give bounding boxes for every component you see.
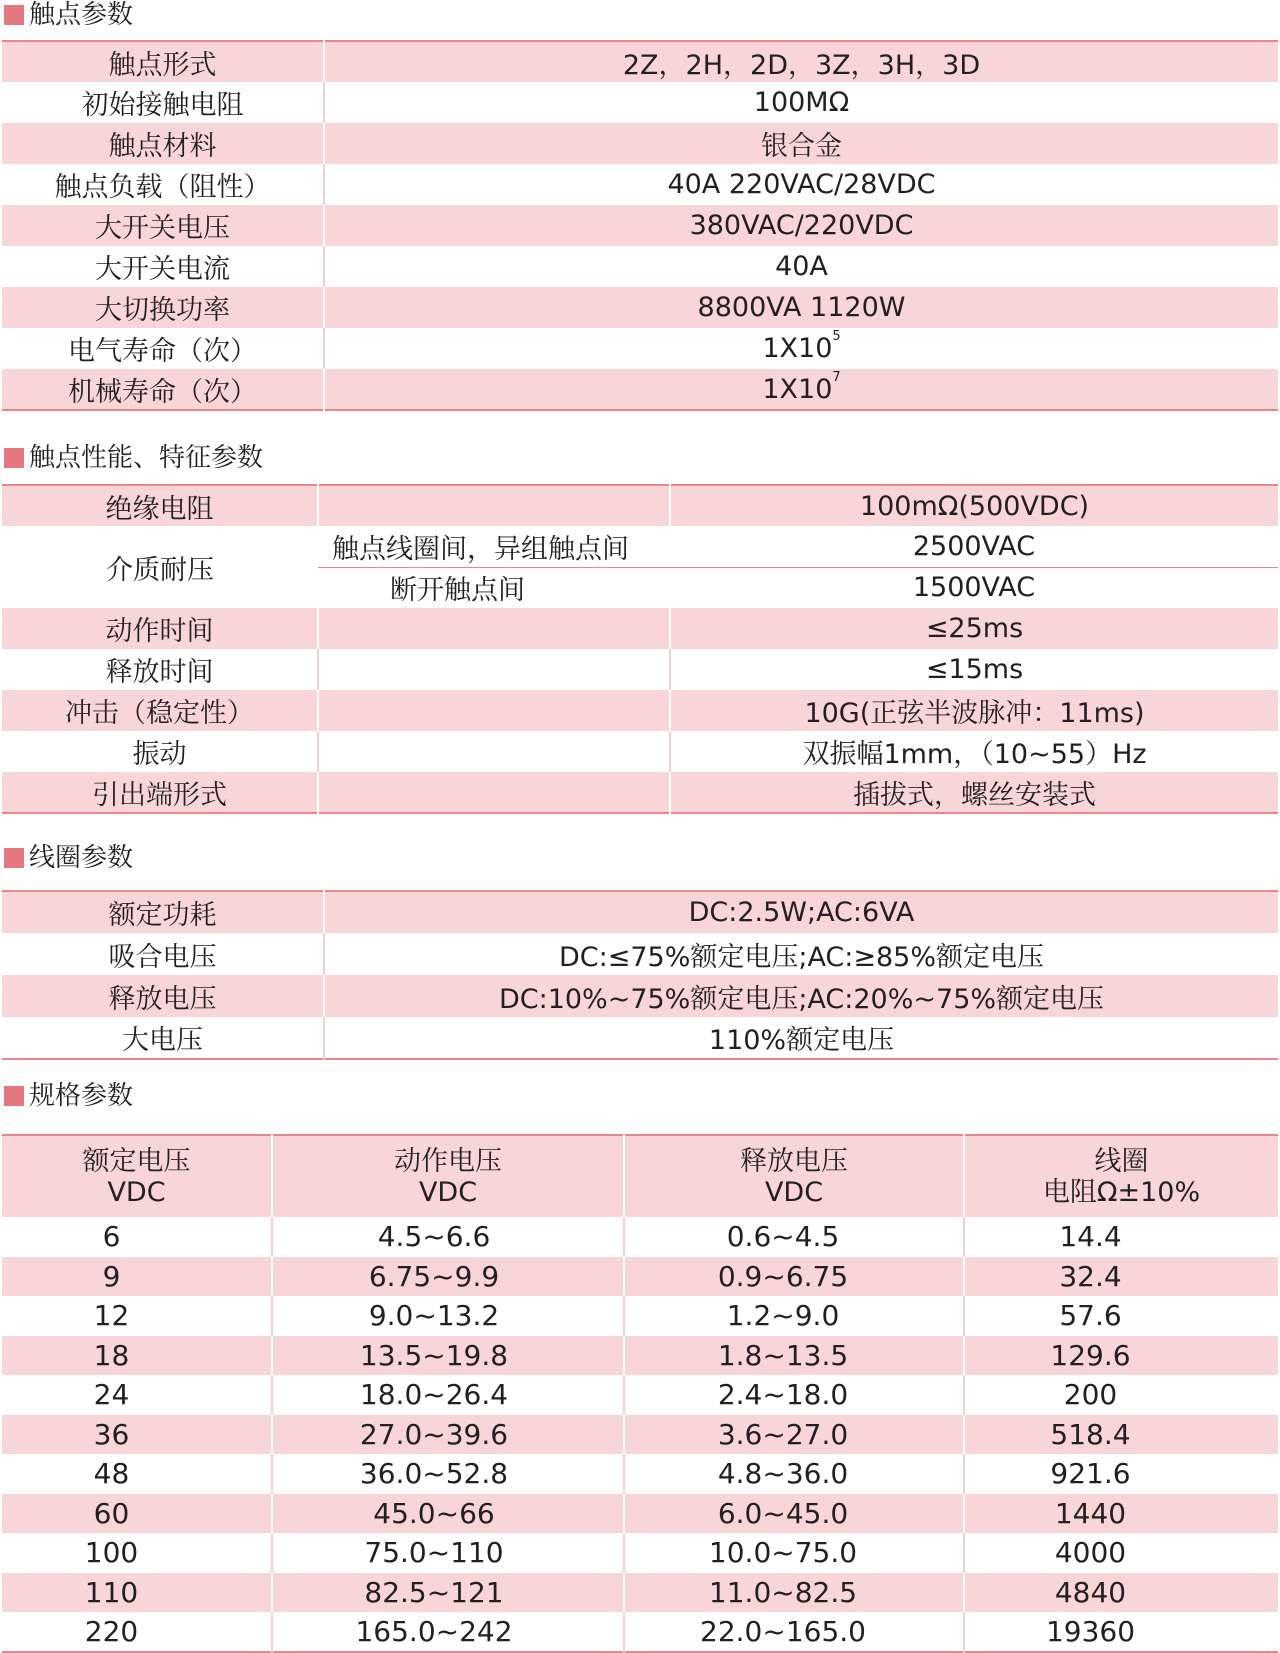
table-row — [2, 649, 1278, 690]
table-cell: 6 — [102, 1220, 121, 1254]
param-label: 初始接触电阻 — [81, 90, 244, 121]
section-title: 触点性能、特征参数 — [29, 443, 264, 473]
param-label: 吸合电压 — [108, 941, 217, 973]
param-value: 110%额定电压 — [324, 1017, 1278, 1059]
param-value: DC:10%~75%额定电压;AC:20%~75%额定电压 — [324, 975, 1278, 1017]
section-title: 规格参数 — [29, 1081, 134, 1111]
section-title: 触点参数 — [29, 0, 134, 30]
param-sub-label — [318, 690, 670, 731]
table-cell: 200 — [964, 1375, 1278, 1415]
table-cell: 32.4 — [964, 1257, 1278, 1297]
column-header — [2, 1135, 272, 1217]
section-header-spec — [4, 1081, 133, 1111]
table-row — [2, 1336, 1278, 1376]
table-cell: 48 — [93, 1457, 130, 1491]
param-sub-label — [318, 485, 670, 526]
table-cell: 518.4 — [964, 1415, 1278, 1455]
table-cell: 1.8~13.5 — [624, 1336, 964, 1376]
column-header-line1: 动作电压 — [394, 1145, 502, 1177]
table-row — [2, 1612, 1278, 1652]
table-row — [2, 975, 1278, 1017]
param-value-text: 2Z，2H，2D，3Z，3H，3D — [622, 49, 981, 81]
table-cell: 1.2~9.0 — [624, 1296, 964, 1336]
table-header-row — [2, 1135, 1278, 1217]
param-label: 大切换功率 — [2, 287, 324, 328]
param-label: 引出端形式 — [2, 772, 318, 813]
param-value-text: 银合金 — [761, 131, 842, 162]
table-cell: 4.8~36.0 — [624, 1454, 964, 1494]
table-row — [2, 1296, 1278, 1336]
table-row — [2, 287, 1278, 328]
param-value: ≤25ms — [670, 608, 1278, 649]
table-cell: 18.0~26.4 — [272, 1375, 624, 1415]
param-sub-label: 断开触点间 — [390, 575, 525, 607]
table-row — [2, 1454, 1278, 1494]
param-value-text: 380VAC/220VDC — [689, 210, 914, 241]
section-marker-icon — [4, 848, 24, 868]
table-row — [2, 1375, 1278, 1415]
param-label: 动作时间 — [2, 608, 318, 649]
table-cell: 14.4 — [964, 1217, 1278, 1257]
param-value-text: 1X10 — [762, 373, 833, 405]
param-sub-label — [318, 608, 670, 649]
table-cell: 10.0~75.0 — [624, 1533, 964, 1573]
param-sub-label: 触点线圈间，异组触点间 — [318, 526, 670, 567]
param-value: 10G(正弦半波脉冲：11ms) — [670, 690, 1278, 731]
section-header-coil — [4, 843, 133, 873]
performance-params-table — [2, 484, 1278, 814]
table-cell: 57.6 — [964, 1296, 1278, 1336]
table-cell: 13.5~19.8 — [272, 1336, 624, 1376]
table-row — [2, 123, 1278, 164]
table-cell: 4.5~6.6 — [272, 1217, 624, 1257]
section-title: 线圈参数 — [29, 843, 134, 873]
table-cell: 36.0~52.8 — [272, 1454, 624, 1494]
column-header-line1: 额定电压 — [82, 1145, 191, 1177]
table-cell: 1440 — [964, 1494, 1278, 1534]
table-cell: 82.5~121 — [272, 1573, 624, 1613]
table-cell: 0.9~6.75 — [624, 1257, 964, 1297]
column-header-line1: 释放电压 — [740, 1145, 848, 1177]
table-row — [2, 1494, 1278, 1534]
column-header-line2: 电阻Ω±10% — [1042, 1176, 1201, 1208]
table-row — [2, 1217, 1278, 1257]
table-cell: 0.6~4.5 — [624, 1217, 964, 1257]
table-row — [2, 41, 1278, 82]
param-label: 触点形式 — [2, 41, 324, 82]
param-value: 100mΩ(500VDC) — [670, 485, 1278, 526]
table-row — [2, 369, 1278, 410]
table-row — [2, 891, 1278, 933]
param-value-text: 1X10 — [762, 333, 833, 364]
param-value — [324, 287, 1278, 328]
table-cell: 165.0~242 — [272, 1612, 624, 1652]
column-header-line2: VDC — [107, 1176, 166, 1208]
param-label: 冲击（稳定性） — [2, 690, 318, 731]
table-row — [2, 731, 1278, 772]
table-cell: 11.0~82.5 — [624, 1573, 964, 1613]
table-cell: 2.4~18.0 — [624, 1375, 964, 1415]
table-cell: 22.0~165.0 — [624, 1612, 964, 1652]
column-header — [624, 1135, 964, 1217]
param-value: 双振幅1mm，（10~55）Hz — [670, 731, 1278, 772]
table-row — [2, 205, 1278, 246]
param-label: 额定功耗 — [2, 891, 324, 933]
param-value: ≤15ms — [670, 649, 1278, 690]
column-header — [964, 1135, 1278, 1217]
table-row — [2, 526, 1278, 567]
table-row — [2, 164, 1278, 205]
param-label: 释放电压 — [2, 975, 324, 1017]
param-value: 2500VAC — [670, 526, 1278, 567]
param-label: 绝缘电阻 — [2, 485, 318, 526]
table-cell: 12 — [93, 1299, 130, 1333]
table-row — [2, 1017, 1278, 1059]
section-header-contact — [4, 0, 133, 30]
param-sub-label — [318, 649, 670, 690]
table-row — [2, 485, 1278, 526]
param-label: 机械寿命（次） — [2, 369, 324, 410]
param-value: DC:≤75%额定电压;AC:≥85%额定电压 — [324, 933, 1278, 975]
table-cell: 220 — [84, 1614, 139, 1648]
contact-params-table — [2, 40, 1278, 411]
section-marker-icon — [4, 448, 24, 468]
param-label: 电气寿命（次） — [68, 336, 257, 367]
table-row — [2, 608, 1278, 649]
table-cell: 75.0~110 — [272, 1533, 624, 1573]
param-value-text: 40A 220VAC/28VDC — [667, 169, 936, 200]
table-cell: 9.0~13.2 — [272, 1296, 624, 1336]
table-cell: 110 — [2, 1573, 272, 1613]
param-value — [324, 369, 1278, 410]
table-cell: 4840 — [964, 1573, 1278, 1613]
param-value: 1500VAC — [912, 572, 1036, 604]
param-label: 大开关电压 — [2, 205, 324, 246]
table-cell: 60 — [2, 1494, 272, 1534]
table-cell: 100 — [84, 1536, 139, 1570]
table-cell: 6.75~9.9 — [272, 1257, 624, 1297]
column-header-line2: VDC — [418, 1176, 478, 1208]
spec-params-table — [2, 1134, 1278, 1653]
table-cell: 4000 — [964, 1533, 1278, 1573]
table-row — [2, 933, 1278, 975]
table-cell: 6.0~45.0 — [624, 1494, 964, 1534]
param-value — [324, 41, 1278, 82]
table-cell: 24 — [93, 1378, 130, 1412]
table-cell: 18 — [2, 1336, 272, 1376]
section-marker-icon — [4, 5, 24, 25]
param-label: 大开关电流 — [95, 254, 230, 285]
param-label: 触点负载（阻性） — [54, 172, 271, 203]
coil-params-table — [2, 890, 1278, 1060]
param-label: 触点材料 — [2, 123, 324, 164]
param-value: 插拔式，螺丝安装式 — [670, 772, 1278, 813]
param-label: 释放时间 — [105, 657, 214, 688]
param-sub-label — [318, 772, 670, 813]
table-row — [2, 328, 1278, 369]
param-sub-label — [318, 731, 670, 772]
table-cell: 36 — [2, 1415, 272, 1455]
table-cell: 129.6 — [964, 1336, 1278, 1376]
param-value — [324, 82, 1278, 123]
table-cell: 27.0~39.6 — [272, 1415, 624, 1455]
column-header-line1: 线圈 — [1094, 1145, 1149, 1177]
param-value — [324, 164, 1278, 205]
section-header-performance — [4, 443, 263, 473]
table-row — [2, 772, 1278, 813]
column-header-line2: VDC — [764, 1176, 824, 1208]
table-cell: 9 — [2, 1257, 272, 1297]
table-cell: 921.6 — [964, 1454, 1278, 1494]
table-cell: 3.6~27.0 — [624, 1415, 964, 1455]
table-cell: 45.0~66 — [272, 1494, 624, 1534]
param-value-text: 8800VA 1120W — [697, 292, 906, 323]
column-header — [272, 1135, 624, 1217]
param-value — [324, 123, 1278, 164]
param-value-text: 40A — [775, 251, 828, 282]
param-value — [324, 246, 1278, 287]
param-value — [324, 205, 1278, 246]
table-row — [2, 246, 1278, 287]
table-row — [2, 690, 1278, 731]
param-label: 大电压 — [122, 1025, 203, 1056]
param-value-text: 100MΩ — [753, 87, 850, 118]
table-row — [2, 1415, 1278, 1455]
section-marker-icon — [4, 1086, 24, 1106]
param-label: 介质耐压 — [106, 554, 214, 586]
table-cell: 19360 — [964, 1612, 1278, 1652]
table-row — [2, 1573, 1278, 1613]
exponent: 7 — [832, 369, 841, 385]
param-value: DC:2.5W;AC:6VA — [324, 891, 1278, 933]
table-row — [2, 1533, 1278, 1573]
exponent: 5 — [832, 329, 841, 344]
param-label: 振动 — [132, 739, 187, 770]
param-value — [324, 328, 1278, 369]
table-row — [2, 1257, 1278, 1297]
table-row — [2, 82, 1278, 123]
